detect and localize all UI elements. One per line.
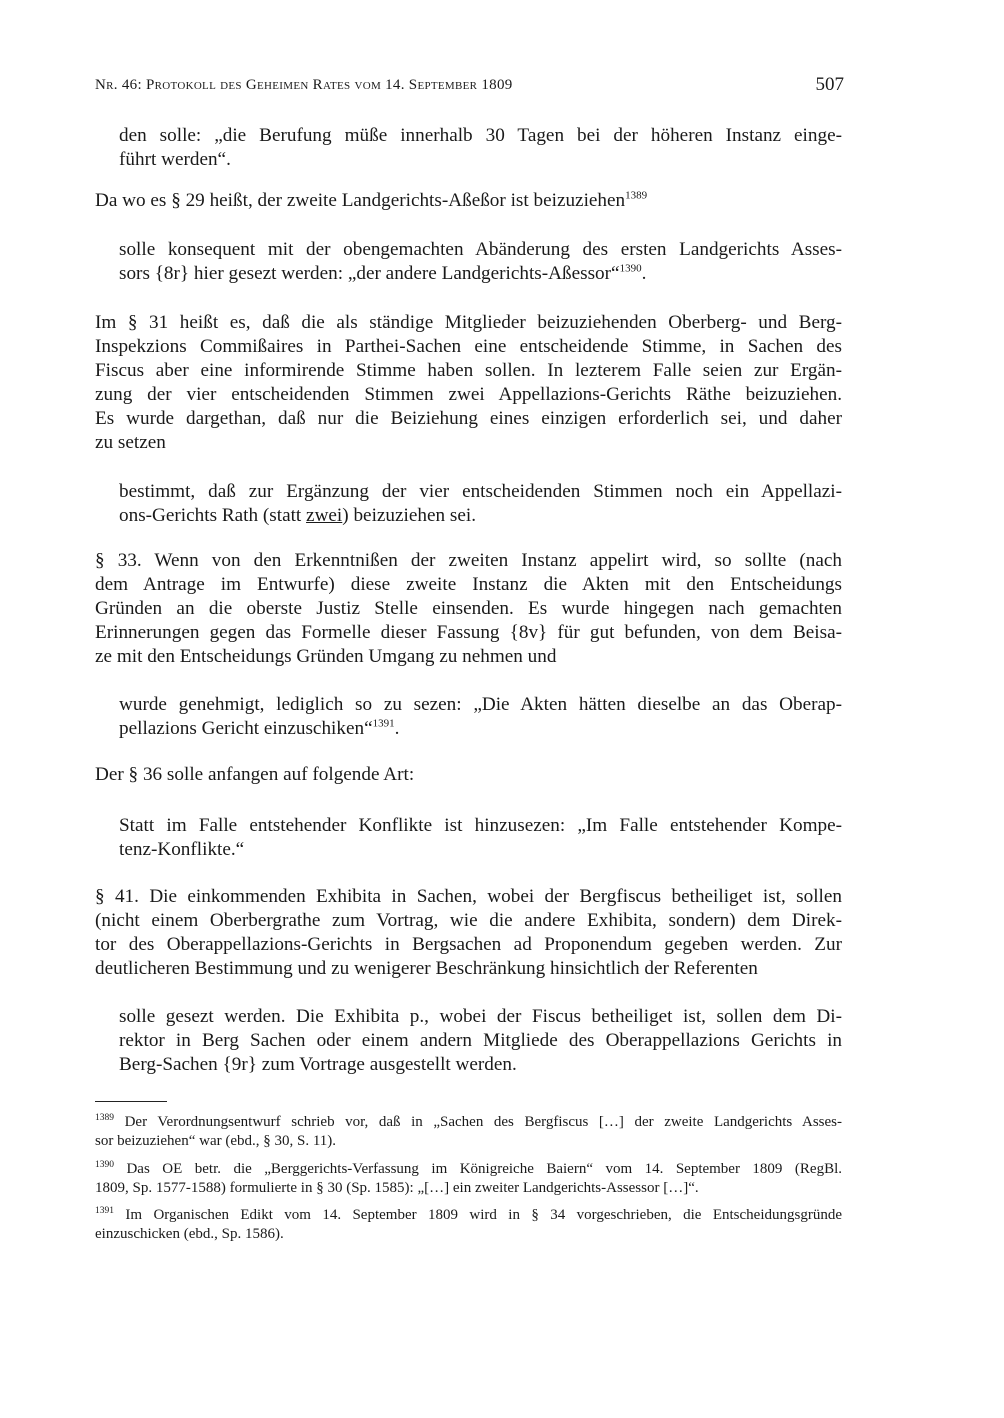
footnote-line bbox=[95, 1160, 842, 1179]
footnote-line: einzuschicken (ebd., Sp. 1586). bbox=[95, 1226, 284, 1242]
running-header bbox=[95, 74, 844, 100]
footnote-line bbox=[95, 1206, 842, 1225]
text-line: solle gesezt werden. Die Exhibita p., wobei der Fiscus betheiliget ist, sollen dem Di- bbox=[119, 1006, 842, 1027]
text-line: § 33. Wenn von den Erkenntnißen der zweiten Instanz appelirt wird, so sollte (nach bbox=[95, 550, 842, 571]
line-end: . bbox=[641, 263, 647, 284]
footnote-line bbox=[95, 1113, 842, 1132]
text-line: Fiscus aber eine informirende Stimme haben sollen. In lezterem Falle seien zur Ergän- bbox=[95, 360, 842, 381]
text-line: § 41. Die einkommenden Exhibita in Sachen, wobei der Bergfiscus betheiliget ist, sollen bbox=[95, 886, 842, 907]
text-line: (nicht einem Oberbergrathe zum Vortrag, wie die andere Exhibita, sondern) dem Direk- bbox=[95, 910, 842, 931]
text-line: tor des Oberappellazions-Gerichts in Bergsachen ad Proponendum gegeben werden. Zur bbox=[95, 934, 842, 955]
indented-paragraph-3 bbox=[119, 238, 842, 286]
paragraph-10 bbox=[95, 885, 842, 981]
paragraph-2 bbox=[95, 189, 842, 213]
paragraph-text: Da wo es § 29 heißt, der zweite Landgerichts-Aßeßor ist beizuziehen bbox=[95, 190, 626, 211]
text-line: solle konsequent mit der obengemachten Abänderung des ersten Landgerichts Asses- bbox=[119, 239, 842, 260]
text-line bbox=[119, 262, 842, 286]
text-line: Berg-Sachen {9r} zum Vortrage ausgestellt werden. bbox=[119, 1054, 517, 1075]
page-number: 507 bbox=[815, 74, 844, 95]
footnote-ref: 1389 bbox=[625, 189, 648, 202]
footnote-line: sor beizuziehen“ war (ebd., § 30, S. 11). bbox=[95, 1133, 337, 1149]
text-line bbox=[119, 717, 842, 741]
indented-paragraph-5 bbox=[119, 480, 842, 528]
text-line: Erinnerungen gegen das Formelle dieser Fassung {8v} für gut befunden, von dem Beisa- bbox=[95, 622, 842, 643]
line-text: sors {8r} hier gesezt werden: „der andere Landgerichts-Aßessor“ bbox=[119, 263, 620, 284]
text-line: führt werden“. bbox=[119, 149, 231, 170]
indented-paragraph-1 bbox=[119, 124, 842, 172]
paragraph-8 bbox=[95, 763, 842, 787]
text-line: zu setzen bbox=[95, 432, 166, 453]
footnote-line: 1809, Sp. 1577-1588) formulierte in § 30 (Sp. 1585): „[…] ein zweiter Landgerichts-Assessor […]“. bbox=[95, 1180, 699, 1196]
text-line: Statt im Falle entstehender Konflikte ist hinzusezen: „Im Falle entstehender Kompe- bbox=[119, 815, 842, 836]
text-line: den solle: „die Berufung müße innerhalb 30 Tagen bei der höheren Instanz einge- bbox=[119, 125, 842, 146]
text-line: dem Antrage im Entwurfe) diese zweite Instanz die Akten mit den Entscheidungs bbox=[95, 574, 842, 595]
text-line: ze mit den Entscheidungs Gründen Umgang zu nehmen und bbox=[95, 646, 557, 667]
text-line bbox=[95, 189, 842, 213]
text-line: Es wurde dargethan, daß nur die Beiziehung eines einzigen erforderlich sei, und daher bbox=[95, 408, 842, 429]
indented-paragraph-7 bbox=[119, 693, 842, 741]
text-line: Gründen an die oberste Justiz Stelle einsenden. Es wurde hingegen nach gemachten bbox=[95, 598, 842, 619]
footnote-divider bbox=[95, 1101, 167, 1102]
text-line: Im § 31 heißt es, daß die als ständige Mitglieder beizuziehenden Oberberg- und Berg- bbox=[95, 312, 842, 333]
text-line: tenz-Konflikte.“ bbox=[119, 839, 245, 860]
text-line: Inspekzions Commißaires in Parthei-Sachen eine entscheidende Stimme, in Sachen des bbox=[95, 336, 842, 357]
line-text: pellazions Gericht einzuschiken“ bbox=[119, 718, 373, 739]
indented-paragraph-11 bbox=[119, 1005, 842, 1077]
footnote-number: 1389 bbox=[95, 1113, 114, 1123]
footnote-number: 1390 bbox=[95, 1160, 114, 1170]
line-end: . bbox=[394, 718, 400, 739]
underlined-word: zwei bbox=[306, 505, 343, 526]
footnote-1391 bbox=[95, 1206, 842, 1244]
line-text: ) beizuziehen sei. bbox=[342, 505, 476, 526]
footnote-ref: 1391 bbox=[372, 717, 395, 730]
indented-paragraph-9 bbox=[119, 814, 842, 862]
footnote-text: Im Organischen Edikt vom 14. September 1809 wird in § 34 vorgeschrieben, die Entscheidungsgründe bbox=[114, 1207, 842, 1223]
text-line: rektor in Berg Sachen oder einem andern Mitgliede des Oberappellazions Gerichts in bbox=[119, 1030, 842, 1051]
footnote-text: Der Verordnungsentwurf schrieb vor, daß in „Sachen des Bergfiscus […] der zweite Landgerichts Asses- bbox=[114, 1114, 842, 1130]
header-title: Nr. 46: Protokoll des Geheimen Rates vom 14. September 1809 bbox=[95, 77, 513, 93]
footnote-ref: 1390 bbox=[619, 262, 642, 275]
footnote-text: Das OE betr. die „Berggerichts-Verfassung im Königreiche Baiern“ vom 14. September 1809 (RegBl. bbox=[114, 1161, 842, 1177]
footnote-1389 bbox=[95, 1113, 842, 1151]
text-line bbox=[119, 504, 842, 528]
footnote-1390 bbox=[95, 1160, 842, 1198]
text-line: wurde genehmigt, lediglich so zu sezen: „Die Akten hätten dieselbe an das Oberap- bbox=[119, 694, 842, 715]
paragraph-6 bbox=[95, 549, 842, 669]
paragraph-4 bbox=[95, 311, 842, 455]
line-text: ons-Gerichts Rath (statt bbox=[119, 505, 307, 526]
text-line: bestimmt, daß zur Ergänzung der vier entscheidenden Stimmen noch ein Appellazi- bbox=[119, 481, 842, 502]
footnote-number: 1391 bbox=[95, 1206, 114, 1216]
text-line: Der § 36 solle anfangen auf folgende Art: bbox=[95, 764, 415, 785]
text-line: zung der vier entscheidenden Stimmen zwei Appellazions-Gerichts Räthe beizuziehen. bbox=[95, 384, 842, 405]
text-line: deutlicheren Bestimmung und zu wenigerer Beschränkung hinsichtlich der Referenten bbox=[95, 958, 758, 979]
